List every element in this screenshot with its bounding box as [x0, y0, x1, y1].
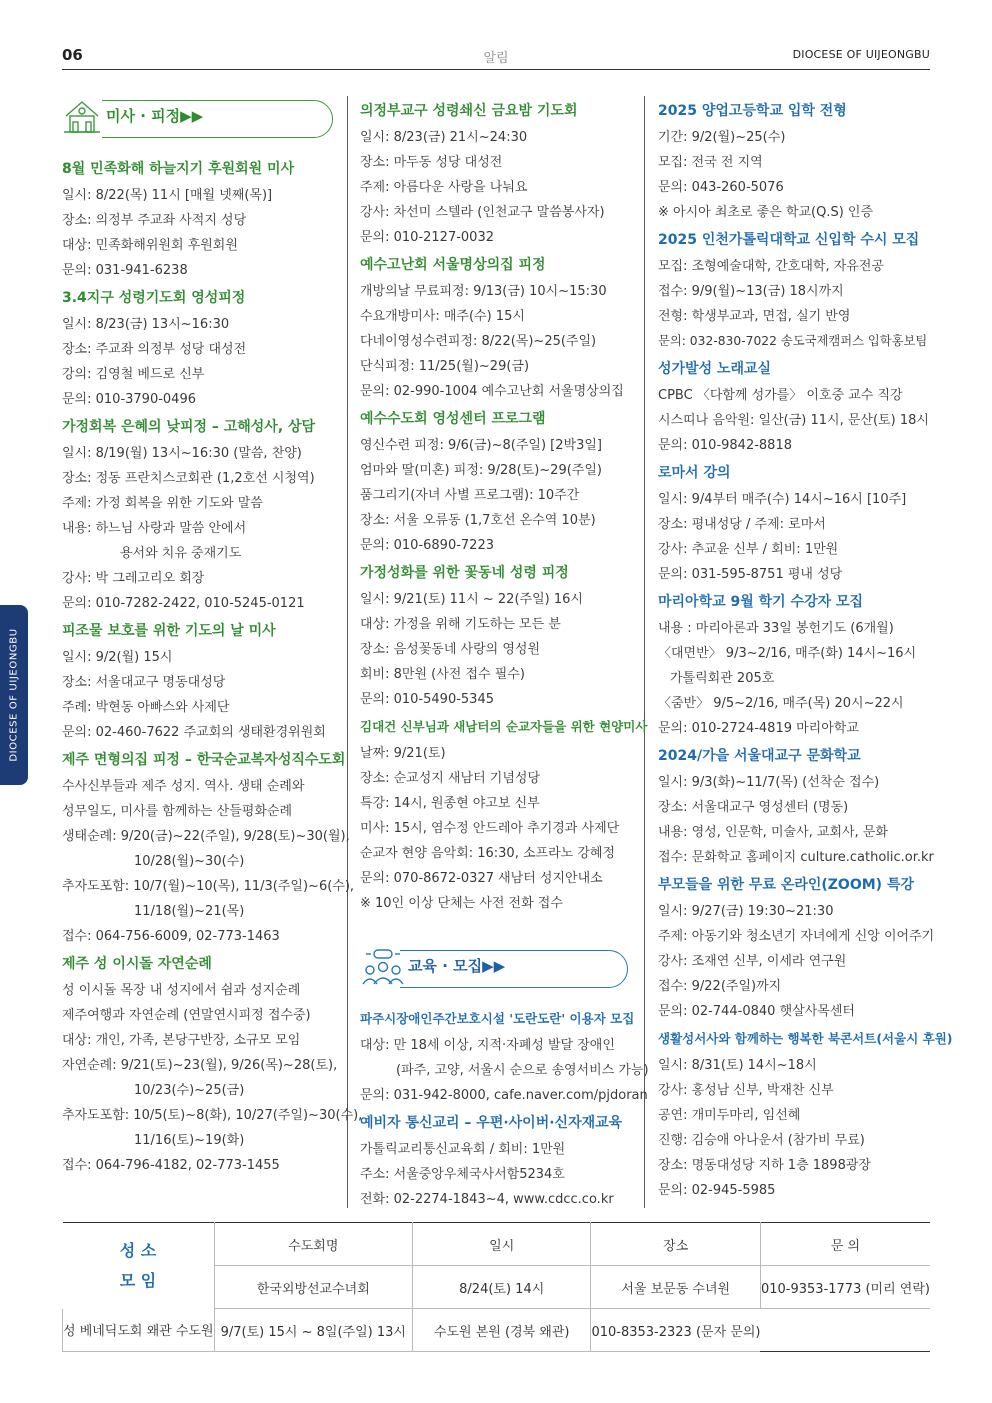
notice-line: 10/28(월)~30(수)	[134, 854, 245, 869]
notice-line: 수사신부들과 제주 성지. 역사. 생태 순례와	[62, 779, 305, 794]
column-header: 문 의	[760, 1223, 930, 1266]
column-3	[658, 96, 953, 1203]
notice-line: 강사: 추교윤 신부 / 회비: 1만원	[658, 542, 839, 557]
notice-title: 8월 민족화해 하늘지기 후원회원 미사	[62, 161, 295, 177]
notice-title: 마리아학교 9월 학기 수강자 모집	[658, 594, 864, 610]
notice-title: 피조물 보호를 위한 기도의 날 미사	[62, 623, 276, 639]
notice-line: 모집: 전국 전 지역	[658, 155, 763, 170]
notice-title: 2024/가을 서울대교구 문화학교	[658, 748, 861, 764]
notice-line: 일시: 8/22(목) 11시 [매월 넷째(목)]	[62, 188, 273, 203]
notice-item	[62, 749, 355, 949]
notice-title: 김대건 신부님과 새남터의 순교자들을 위한 현양미사	[360, 719, 648, 734]
table-side-label	[63, 1223, 215, 1309]
notice-line: 문의: 02-744-0840 햇살사목센터	[658, 1004, 855, 1019]
notice-title: 가정회복 은혜의 낮피정 – 고해성사, 상담	[62, 419, 316, 435]
category-header-edu	[360, 946, 632, 988]
notice-line: 장소: 정동 프란치스코회관 (1,2호선 시청역)	[62, 471, 315, 486]
church-icon	[62, 96, 102, 138]
notice-line: 강사: 차선미 스텔라 (인천교구 말씀봉사자)	[360, 205, 605, 220]
notice-item	[62, 953, 363, 1178]
notice-line: 내용: 하느님 사랑과 말씀 안에서	[62, 521, 247, 536]
notice-line: 문의: 02-990-1004 예수고난회 서울명상의집	[360, 384, 624, 399]
notice-line: 장소: 의정부 주교좌 사적지 성당	[62, 213, 247, 228]
notice-title: 예수고난회 서울명상의집 피정	[360, 257, 546, 273]
notice-line: 일시: 8/23(금) 13시~16:30	[62, 317, 230, 332]
notice-line: 일시: 9/27(금) 19:30~21:30	[658, 904, 834, 919]
notice-line: 대상: 만 18세 이상, 지적·자폐성 발달 장애인	[360, 1038, 615, 1053]
notice-line: 주례: 박현동 아빠스와 사제단	[62, 700, 230, 715]
notice-item	[62, 416, 337, 616]
notice-item	[360, 562, 632, 712]
notice-line: 장소: 마두동 성당 대성전	[360, 155, 503, 170]
table-cell: 8/24(토) 14시	[413, 1266, 591, 1309]
notice-title: 3.4지구 성령기도회 영성피정	[62, 290, 246, 306]
notice-item	[360, 254, 632, 404]
notice-item	[62, 620, 337, 745]
notice-line: 시스띠나 음악원: 일산(금) 11시, 문산(토) 18시	[658, 413, 929, 428]
notice-title: 2025 양업고등학교 입학 전형	[658, 103, 847, 119]
notice-line: 특강: 14시, 원종현 야고보 신부	[360, 796, 540, 811]
notice-line: 문의: 010-2127-0032	[360, 230, 494, 245]
notice-line: 장소: 서울대교구 명동대성당	[62, 675, 226, 690]
notice-line: 접수: 문화학교 홈페이지 culture.catholic.or.kr	[658, 850, 934, 865]
notice-line: 진행: 김승애 아나운서 (참가비 무료)	[658, 1133, 865, 1148]
notice-item	[62, 287, 337, 412]
notice-line: 생태순례: 9/20(금)~22(주일), 9/28(토)~30(월),	[62, 829, 350, 844]
notice-line: 주제: 아동기와 청소년기 자녀에게 신앙 이어주기	[658, 929, 935, 944]
column-header: 장소	[591, 1223, 761, 1266]
notice-line: 문의: 031-942-8000, cafe.naver.com/pjdoran	[360, 1088, 648, 1103]
notice-line: 영신수련 피정: 9/6(금)~8(주일) [2박3일]	[360, 438, 602, 453]
notice-line: 용서와 치유 중재기도	[120, 546, 242, 561]
notice-line: 장소: 서울 오류동 (1,7호선 온수역 10분)	[360, 513, 596, 528]
notice-line: (파주, 고양, 서울시 순으로 송영서비스 가능)	[396, 1063, 649, 1078]
notice-title: 로마서 강의	[658, 465, 731, 481]
notice-item	[658, 358, 933, 458]
notice-item	[360, 1112, 632, 1212]
column-header: 수도회명	[214, 1223, 412, 1266]
notice-line: 11/18(월)~21(목)	[134, 904, 245, 919]
notice-line: 11/16(토)~19(화)	[134, 1133, 245, 1148]
notice-line: 일시: 8/19(월) 13시~16:30 (말씀, 찬양)	[62, 446, 302, 461]
notice-item	[658, 745, 933, 870]
notice-line: 문의: 010-9842-8818	[658, 438, 792, 453]
notice-line: 미사: 15시, 염수정 안드레아 추기경과 사제단	[360, 821, 620, 836]
notice-title: 제주 성 이시돌 자연순례	[62, 956, 212, 972]
notice-title: 예비자 통신교리 – 우편·사이버·신자재교육	[360, 1115, 623, 1131]
side-label-line: 모 임	[119, 1270, 157, 1290]
notice-line: 전화: 02-2274-1843~4, www.cdcc.co.kr	[360, 1192, 614, 1207]
notice-line: 10/23(수)~25(금)	[134, 1083, 245, 1098]
notice-line: 일시: 9/21(토) 11시 ~ 22(주일) 16시	[360, 592, 583, 607]
notice-line: 개방의날 무료피정: 9/13(금) 10시~15:30	[360, 284, 607, 299]
column-2	[360, 96, 649, 1212]
table-header-row	[63, 1223, 931, 1266]
notice-title: 생활성서사와 함께하는 행복한 북콘서트(서울시 후원)	[658, 1031, 953, 1046]
notice-line: 일시: 9/2(월) 15시	[62, 650, 173, 665]
notice-title: 예수수도회 영성센터 프로그램	[360, 411, 546, 427]
notice-line: 기간: 9/2(월)~25(수)	[658, 130, 786, 145]
notice-line: 내용: 영성, 인문학, 미술사, 교회사, 문화	[658, 825, 888, 840]
notice-line: 장소: 서울대교구 영성센터 (명동)	[658, 800, 849, 815]
notice-line: 문의: 043-260-5076	[658, 180, 784, 195]
notice-title: 가정성화를 위한 꽃동네 성령 피정	[360, 565, 569, 581]
table-cell: 서울 보문동 수녀원	[591, 1266, 761, 1309]
notice-line: 공연: 개미두마리, 임선혜	[658, 1108, 801, 1123]
notice-line: 장소: 순교성지 새남터 기념성당	[360, 771, 541, 786]
notice-line: CPBC 〈다함께 성가를〉 이호중 교수 직강	[658, 388, 903, 403]
notice-item	[658, 462, 933, 587]
notice-line: 문의: 031-941-6238	[62, 263, 188, 278]
notice-line: 대상: 개인, 가족, 본당구반장, 소규모 모임	[62, 1033, 301, 1048]
notice-line: 일시: 9/3(화)~11/7(목) (선착순 접수)	[658, 775, 880, 790]
notice-line: 문의: 010-3790-0496	[62, 392, 196, 407]
notice-line: 가톨릭회관 205호	[670, 671, 775, 686]
column-divider	[347, 96, 348, 1208]
notice-title: 성가발성 노래교실	[658, 361, 772, 377]
notice-item	[360, 100, 632, 250]
category-label: 교육 · 모집▶▶	[408, 957, 506, 975]
notice-line: 〈줌반〉 9/5~2/16, 매주(목) 20시~22시	[658, 696, 904, 711]
notice-line: 문의: 02-945-5985	[658, 1183, 776, 1198]
notice-line: 엄마와 딸(미혼) 피정: 9/28(토)~29(주일)	[360, 463, 602, 478]
notice-line: 추자도포함: 10/7(월)~10(목), 11/3(주일)~6(수),	[62, 879, 355, 894]
notice-line: 접수: 064-756-6009, 02-773-1463	[62, 929, 280, 944]
table-cell: 성 베네딕도회 왜관 수도원	[63, 1309, 215, 1352]
notice-line: 일시: 8/31(토) 14시~18시	[658, 1058, 817, 1073]
notice-line: 일시: 9/4부터 매주(수) 14시~16시 [10주]	[658, 492, 907, 507]
notice-title: 파주시장애인주간보호시설 '도란도란' 이용자 모집	[360, 1011, 635, 1026]
column-header: 일시	[413, 1223, 591, 1266]
notice-line: 주제: 아름다운 사랑을 나눠요	[360, 180, 528, 195]
notice-item	[62, 158, 337, 283]
notice-line: 일시: 8/23(금) 21시~24:30	[360, 130, 528, 145]
notice-line: 강사: 조재연 신부, 이세라 연구원	[658, 954, 847, 969]
notice-line: 장소: 명동대성당 지하 1층 1898광장	[658, 1158, 871, 1173]
notice-line: 제주여행과 자연순례 (연말연시피정 접수중)	[62, 1008, 311, 1023]
notice-line: 대상: 가정을 위해 기도하는 모든 분	[360, 617, 561, 632]
notice-line: 수요개방미사: 매주(수) 15시	[360, 309, 525, 324]
notice-line: 성무일도, 미사를 함께하는 산들평화순례	[62, 804, 293, 819]
table-cell: 9/7(토) 15시 ~ 8일(주일) 13시	[214, 1309, 412, 1352]
notice-item	[658, 874, 933, 1024]
notice-line: 전형: 학생부교과, 면접, 실기 반영	[658, 309, 851, 324]
notice-line: 가톨릭교리통신교육회 / 회비: 1만원	[360, 1142, 566, 1157]
notice-line: 강사: 홍성남 신부, 박재찬 신부	[658, 1083, 834, 1098]
notice-line: 문의: 02-460-7622 주교회의 생태환경위원회	[62, 725, 326, 740]
table-cell: 한국외방선교수녀회	[214, 1266, 412, 1309]
notice-line: 접수: 9/22(주일)까지	[658, 979, 782, 994]
table-cell: 010-9353-1773 (미리 연락)	[760, 1266, 930, 1309]
notice-title: 의정부교구 성령쇄신 금요밤 기도회	[360, 103, 578, 119]
notice-line: 추자도포함: 10/5(토)~8(화), 10/27(주일)~30(수),	[62, 1108, 363, 1123]
column-divider	[644, 96, 645, 1208]
section-title: 알림	[483, 51, 509, 66]
notice-line: 강의: 김영철 베드로 신부	[62, 367, 205, 382]
notice-line: 강사: 박 그레고리오 회장	[62, 571, 205, 586]
table-cell: 수도원 본원 (경북 왜관)	[413, 1309, 591, 1352]
notice-title: 2025 인천가톨릭대학교 신입학 수시 모집	[658, 232, 920, 248]
notice-line: 품그리기(자녀 사별 프로그램): 10주간	[360, 488, 580, 503]
notice-item	[658, 229, 933, 354]
notice-item	[658, 100, 933, 225]
notice-line: 주소: 서울중앙우체국사서함5234호	[360, 1167, 565, 1182]
notice-line: ※ 아시아 최초로 좋은 학교(Q.S) 인증	[658, 205, 874, 220]
side-tab	[0, 605, 28, 785]
notice-line: 문의: 010-5490-5345	[360, 692, 494, 707]
notice-line: 장소: 음성꽃동네 사랑의 영성원	[360, 642, 541, 657]
notice-line: 성 이시돌 목장 내 성지에서 쉼과 성지순례	[62, 983, 301, 998]
notice-line: 모집: 조형예술대학, 간호대학, 자유전공	[658, 259, 884, 274]
notice-line: 단식피정: 11/25(월)~29(금)	[360, 359, 530, 374]
notice-line: 주제: 가정 회복을 위한 기도와 말씀	[62, 496, 263, 511]
notice-line: 대상: 민족화해위원회 후원회원	[62, 238, 238, 253]
notice-title: 제주 면형의집 피정 – 한국순교복자성직수도회	[62, 752, 346, 768]
notice-line: 내용 : 마리아론과 33일 봉헌기도 (6개월)	[658, 621, 894, 636]
page-number: 06	[62, 46, 83, 64]
vocation-meetings-table	[62, 1222, 930, 1352]
category-label: 미사 · 피정▶▶	[106, 107, 204, 125]
notice-line: ※ 10인 이상 단체는 사전 전화 접수	[360, 896, 563, 911]
notice-line: 자연순례: 9/21(토)~23(월), 9/26(목)~28(토),	[62, 1058, 338, 1073]
notice-line: 문의: 010-7282-2422, 010-5245-0121	[62, 596, 305, 611]
notice-line: 문의: 010-6890-7223	[360, 538, 494, 553]
notice-item	[360, 716, 648, 916]
notice-line: 장소: 평내성당 / 주제: 로마서	[658, 517, 826, 532]
notice-line: 문의: 032-830-7022 송도국제캠퍼스 입학홍보팀	[658, 334, 928, 348]
notice-line: 〈대면반〉 9/3~2/16, 매주(화) 14시~16시	[658, 646, 917, 661]
column-1	[62, 96, 363, 1178]
notice-item	[360, 408, 632, 558]
notice-item	[658, 1028, 953, 1203]
notice-line: 문의: 070-8672-0327 새남터 성지안내소	[360, 871, 603, 886]
notice-item	[658, 591, 933, 741]
notice-line: 문의: 031-595-8751 평내 성당	[658, 567, 843, 582]
notice-line: 접수: 064-796-4182, 02-773-1455	[62, 1158, 280, 1173]
notice-line: 순교자 현양 음악회: 16:30, 소프라노 강혜정	[360, 846, 616, 861]
notice-line: 날짜: 9/21(토)	[360, 746, 446, 761]
notice-line: 회비: 8만원 (사전 접수 필수)	[360, 667, 525, 682]
side-label-line: 성 소	[119, 1240, 157, 1260]
notice-item	[360, 1008, 649, 1108]
notice-title: 부모들을 위한 무료 온라인(ZOOM) 특강	[658, 877, 914, 893]
category-header-mass	[62, 96, 337, 138]
table-row	[63, 1309, 931, 1352]
people-icon	[360, 946, 400, 988]
page-header	[62, 44, 930, 70]
table-cell: 010-8353-2323 (문자 문의)	[591, 1309, 761, 1352]
notice-line: 문의: 010-2724-4819 마리아학교	[658, 721, 859, 736]
side-tab-label: DIOCESE OF UIJEONGBU	[8, 628, 20, 762]
publisher-name: DIOCESE OF UIJEONGBU	[792, 48, 930, 61]
notice-line: 다네이영성수련피정: 8/22(목)~25(주일)	[360, 334, 597, 349]
notice-line: 장소: 주교좌 의정부 성당 대성전	[62, 342, 247, 357]
notice-line: 접수: 9/9(월)~13(금) 18시까지	[658, 284, 844, 299]
